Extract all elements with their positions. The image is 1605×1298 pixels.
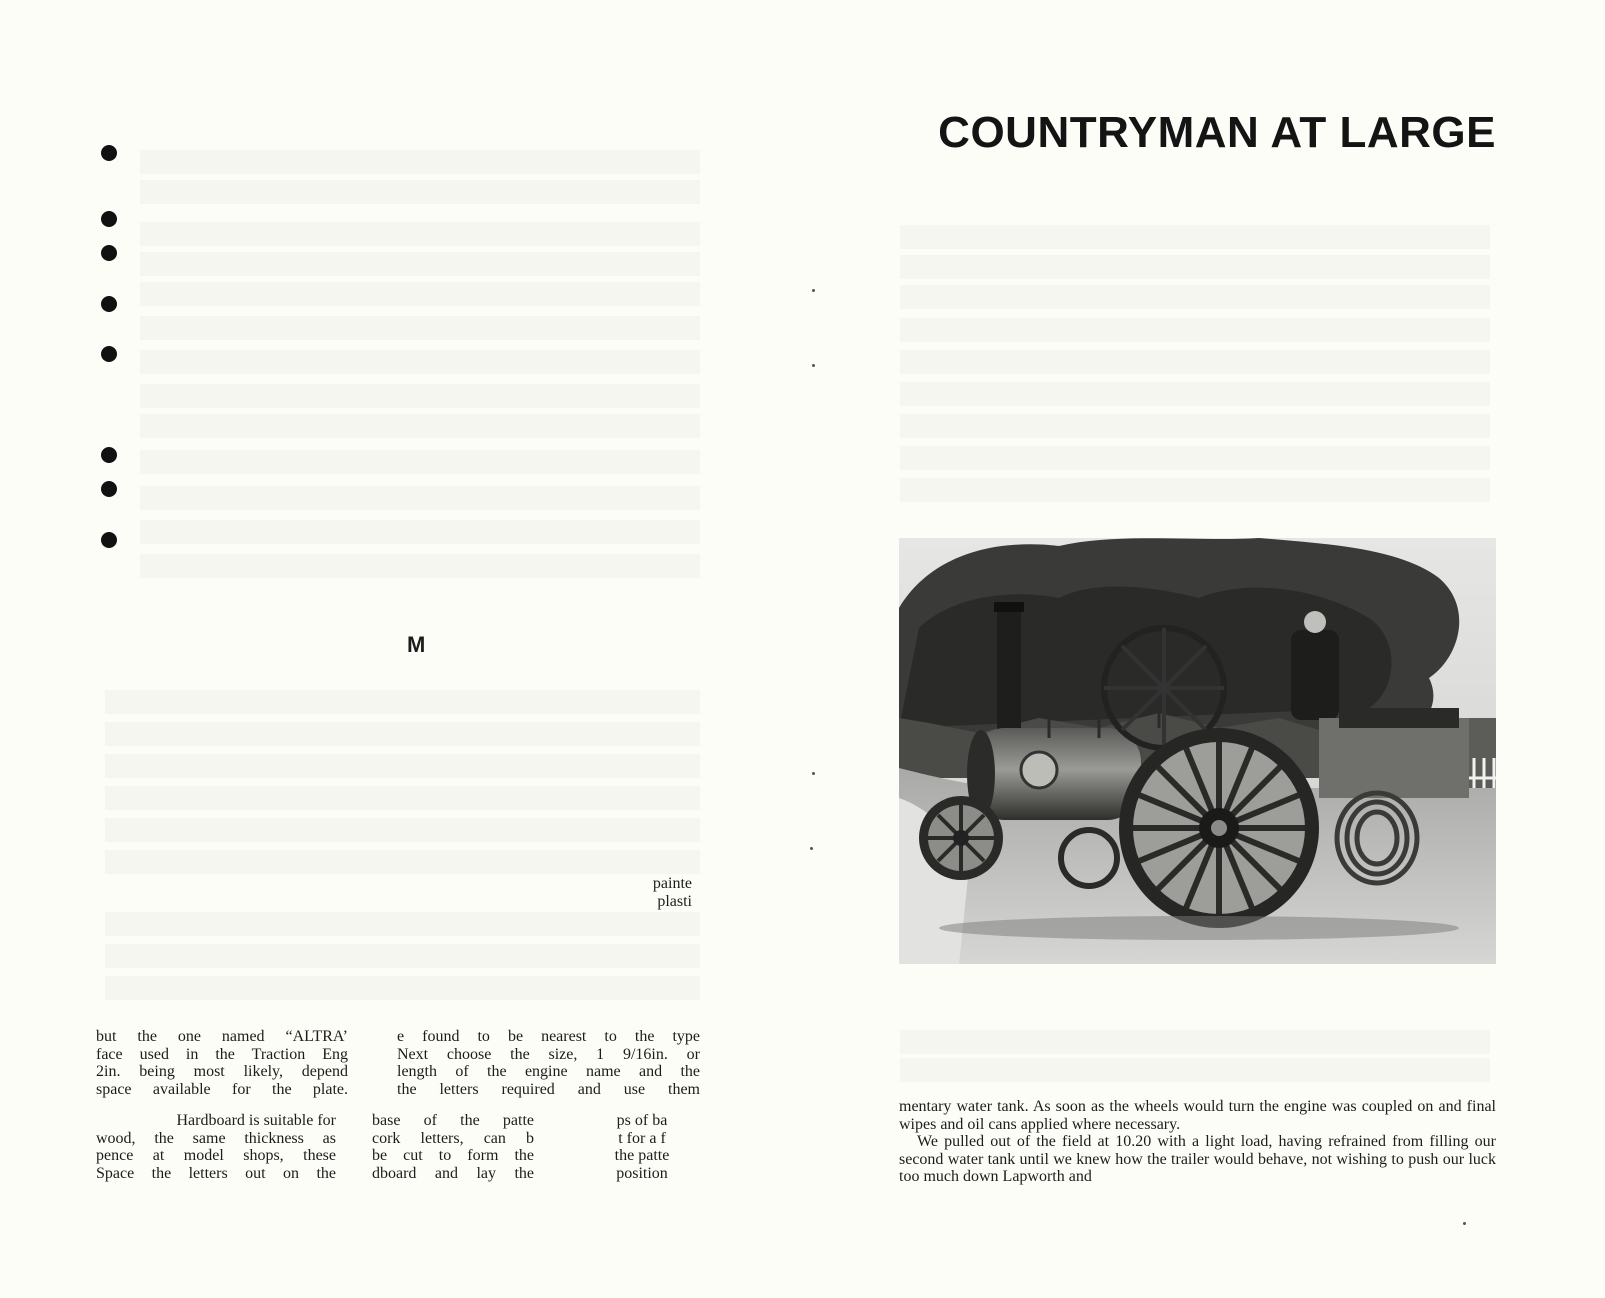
article-paragraph: mentary water tank. As soon as the wheels would turn the engine was coupled on and final wipes and oil cans applied where necessary. xyxy=(899,1098,1496,1133)
page-speck xyxy=(810,847,813,850)
text-line: the letters required and use them xyxy=(397,1080,700,1098)
text-line: Next choose the size, 1 9/16in. or xyxy=(397,1045,700,1063)
bullet-dot xyxy=(101,346,117,362)
text-line: the patte xyxy=(614,1147,670,1164)
text-line: base of the patte xyxy=(372,1112,534,1129)
bullet-dot xyxy=(101,145,117,161)
text-line: be cut to form the xyxy=(372,1147,534,1164)
traction-engine-photo xyxy=(899,538,1496,964)
side-fragment-line: plasti xyxy=(657,893,692,910)
article-body xyxy=(899,1098,1496,1186)
text-line: t for a f xyxy=(618,1129,666,1147)
text-line: face used in the Traction Eng xyxy=(96,1045,348,1063)
page-speck xyxy=(812,772,815,775)
text-column-1-bottom xyxy=(96,1112,336,1182)
text-line: e found to be nearest to the type xyxy=(397,1028,700,1045)
page-speck xyxy=(812,289,815,292)
page-title: COUNTRYMAN AT LARGE xyxy=(938,108,1496,157)
text-column-2-bottom xyxy=(372,1112,534,1182)
text-line: length of the engine name and the xyxy=(397,1063,700,1080)
text-line: ps of ba xyxy=(616,1112,668,1129)
side-text-fragment xyxy=(620,875,692,911)
section-heading-fragment: M xyxy=(407,632,426,657)
bullet-dot xyxy=(101,447,117,463)
bullet-dot xyxy=(101,211,117,227)
text-line: wood, the same thickness as xyxy=(96,1129,336,1147)
text-line: space available for the plate. xyxy=(96,1080,348,1098)
text-column-1-top xyxy=(96,1028,348,1098)
bullet-dot xyxy=(101,532,117,548)
bullet-dot xyxy=(101,245,117,261)
page-speck xyxy=(1463,1222,1466,1225)
text-line: 2in. being most likely, depend xyxy=(96,1063,348,1080)
text-column-2-top xyxy=(397,1028,700,1098)
text-line: but the one named “ALTRA’ xyxy=(96,1028,348,1045)
text-line: dboard and lay the xyxy=(372,1164,534,1182)
page-speck xyxy=(812,364,815,367)
text-line: Space the letters out on the xyxy=(96,1164,336,1182)
text-line: Hardboard is suitable for xyxy=(176,1112,336,1129)
side-fragment-line: painte xyxy=(652,875,692,892)
bullet-dot xyxy=(101,481,117,497)
text-column-3-bottom xyxy=(592,1112,692,1182)
text-line: pence at model shops, these xyxy=(96,1147,336,1164)
text-line: cork letters, can b xyxy=(372,1129,534,1147)
text-line: position xyxy=(616,1164,668,1182)
bullet-dot xyxy=(101,296,117,312)
article-paragraph: We pulled out of the field at 10.20 with a light load, having refrained from filling our second water tank until we knew how the trailer would behave, not wishing to push our luck too much down Lapworth and xyxy=(899,1133,1496,1185)
